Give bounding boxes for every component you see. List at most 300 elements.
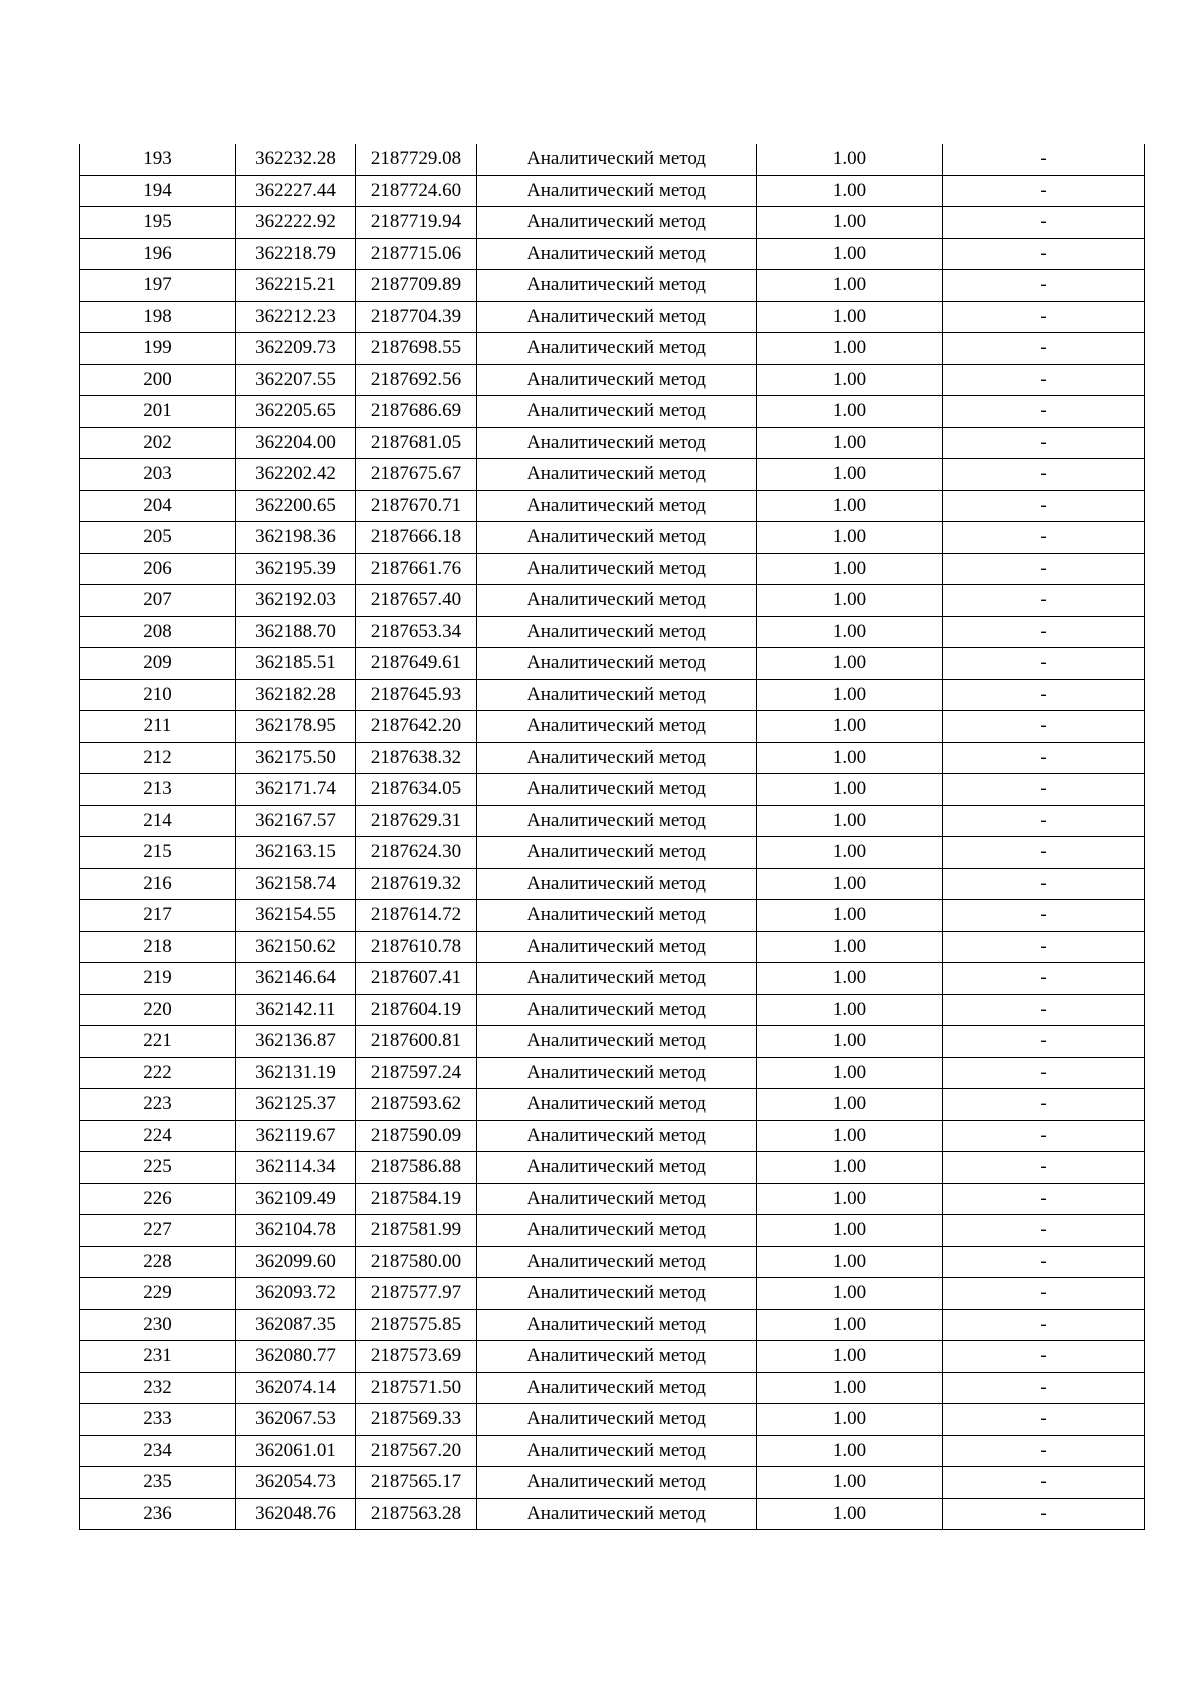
- x-coordinate-cell: 362136.87: [236, 1026, 356, 1058]
- y-coordinate-cell: 2187586.88: [356, 1152, 477, 1184]
- note-cell: -: [943, 522, 1145, 554]
- table-row: [80, 616, 1145, 648]
- precision-cell: 1.00: [757, 270, 943, 302]
- point-number-cell: 231: [80, 1341, 236, 1373]
- method-cell: Аналитический метод: [477, 301, 757, 333]
- y-coordinate-cell: 2187645.93: [356, 679, 477, 711]
- table-row: [80, 1152, 1145, 1184]
- x-coordinate-cell: 362200.65: [236, 490, 356, 522]
- point-number-cell: 203: [80, 459, 236, 491]
- point-number-cell: 235: [80, 1467, 236, 1499]
- precision-cell: 1.00: [757, 774, 943, 806]
- precision-cell: 1.00: [757, 364, 943, 396]
- point-number-cell: 194: [80, 175, 236, 207]
- precision-cell: 1.00: [757, 805, 943, 837]
- point-number-cell: 195: [80, 207, 236, 239]
- point-number-cell: 234: [80, 1435, 236, 1467]
- table-row: [80, 1057, 1145, 1089]
- method-cell: Аналитический метод: [477, 994, 757, 1026]
- y-coordinate-cell: 2187649.61: [356, 648, 477, 680]
- precision-cell: 1.00: [757, 207, 943, 239]
- x-coordinate-cell: 362087.35: [236, 1309, 356, 1341]
- y-coordinate-cell: 2187610.78: [356, 931, 477, 963]
- precision-cell: 1.00: [757, 1341, 943, 1373]
- table-row: [80, 774, 1145, 806]
- precision-cell: 1.00: [757, 427, 943, 459]
- note-cell: -: [943, 459, 1145, 491]
- table-row: [80, 1498, 1145, 1530]
- x-coordinate-cell: 362074.14: [236, 1372, 356, 1404]
- method-cell: Аналитический метод: [477, 1435, 757, 1467]
- y-coordinate-cell: 2187704.39: [356, 301, 477, 333]
- x-coordinate-cell: 362175.50: [236, 742, 356, 774]
- note-cell: -: [943, 931, 1145, 963]
- note-cell: -: [943, 1467, 1145, 1499]
- note-cell: -: [943, 1498, 1145, 1530]
- table-row: [80, 207, 1145, 239]
- table-row: [80, 238, 1145, 270]
- x-coordinate-cell: 362114.34: [236, 1152, 356, 1184]
- method-cell: Аналитический метод: [477, 1404, 757, 1436]
- point-number-cell: 226: [80, 1183, 236, 1215]
- precision-cell: 1.00: [757, 333, 943, 365]
- point-number-cell: 193: [80, 144, 236, 175]
- note-cell: -: [943, 1372, 1145, 1404]
- method-cell: Аналитический метод: [477, 963, 757, 995]
- precision-cell: 1.00: [757, 1246, 943, 1278]
- point-number-cell: 224: [80, 1120, 236, 1152]
- y-coordinate-cell: 2187657.40: [356, 585, 477, 617]
- x-coordinate-cell: 362099.60: [236, 1246, 356, 1278]
- point-number-cell: 210: [80, 679, 236, 711]
- y-coordinate-cell: 2187577.97: [356, 1278, 477, 1310]
- point-number-cell: 212: [80, 742, 236, 774]
- note-cell: -: [943, 427, 1145, 459]
- precision-cell: 1.00: [757, 900, 943, 932]
- precision-cell: 1.00: [757, 144, 943, 175]
- point-number-cell: 236: [80, 1498, 236, 1530]
- y-coordinate-cell: 2187692.56: [356, 364, 477, 396]
- method-cell: Аналитический метод: [477, 774, 757, 806]
- point-number-cell: 208: [80, 616, 236, 648]
- method-cell: Аналитический метод: [477, 553, 757, 585]
- precision-cell: 1.00: [757, 522, 943, 554]
- x-coordinate-cell: 362182.28: [236, 679, 356, 711]
- method-cell: Аналитический метод: [477, 1215, 757, 1247]
- method-cell: Аналитический метод: [477, 459, 757, 491]
- precision-cell: 1.00: [757, 553, 943, 585]
- point-number-cell: 217: [80, 900, 236, 932]
- method-cell: Аналитический метод: [477, 1278, 757, 1310]
- point-number-cell: 216: [80, 868, 236, 900]
- point-number-cell: 207: [80, 585, 236, 617]
- precision-cell: 1.00: [757, 1152, 943, 1184]
- method-cell: Аналитический метод: [477, 144, 757, 175]
- note-cell: -: [943, 1246, 1145, 1278]
- table-row: [80, 994, 1145, 1026]
- x-coordinate-cell: 362067.53: [236, 1404, 356, 1436]
- point-number-cell: 199: [80, 333, 236, 365]
- point-number-cell: 228: [80, 1246, 236, 1278]
- precision-cell: 1.00: [757, 742, 943, 774]
- method-cell: Аналитический метод: [477, 711, 757, 743]
- note-cell: -: [943, 1183, 1145, 1215]
- y-coordinate-cell: 2187584.19: [356, 1183, 477, 1215]
- method-cell: Аналитический метод: [477, 333, 757, 365]
- y-coordinate-cell: 2187661.76: [356, 553, 477, 585]
- table-row: [80, 1309, 1145, 1341]
- y-coordinate-cell: 2187681.05: [356, 427, 477, 459]
- table-row: [80, 868, 1145, 900]
- table-row: [80, 805, 1145, 837]
- precision-cell: 1.00: [757, 459, 943, 491]
- method-cell: Аналитический метод: [477, 238, 757, 270]
- point-number-cell: 196: [80, 238, 236, 270]
- method-cell: Аналитический метод: [477, 837, 757, 869]
- y-coordinate-cell: 2187581.99: [356, 1215, 477, 1247]
- x-coordinate-cell: 362178.95: [236, 711, 356, 743]
- y-coordinate-cell: 2187619.32: [356, 868, 477, 900]
- precision-cell: 1.00: [757, 1278, 943, 1310]
- note-cell: -: [943, 648, 1145, 680]
- method-cell: Аналитический метод: [477, 427, 757, 459]
- table-row: [80, 963, 1145, 995]
- precision-cell: 1.00: [757, 616, 943, 648]
- y-coordinate-cell: 2187629.31: [356, 805, 477, 837]
- point-number-cell: 225: [80, 1152, 236, 1184]
- point-number-cell: 197: [80, 270, 236, 302]
- note-cell: -: [943, 900, 1145, 932]
- table-row: [80, 1215, 1145, 1247]
- point-number-cell: 230: [80, 1309, 236, 1341]
- point-number-cell: 221: [80, 1026, 236, 1058]
- method-cell: Аналитический метод: [477, 931, 757, 963]
- note-cell: -: [943, 1278, 1145, 1310]
- method-cell: Аналитический метод: [477, 207, 757, 239]
- method-cell: Аналитический метод: [477, 270, 757, 302]
- precision-cell: 1.00: [757, 490, 943, 522]
- precision-cell: 1.00: [757, 1026, 943, 1058]
- point-number-cell: 202: [80, 427, 236, 459]
- point-number-cell: 198: [80, 301, 236, 333]
- table-row: [80, 144, 1145, 175]
- precision-cell: 1.00: [757, 868, 943, 900]
- x-coordinate-cell: 362209.73: [236, 333, 356, 365]
- method-cell: Аналитический метод: [477, 648, 757, 680]
- x-coordinate-cell: 362202.42: [236, 459, 356, 491]
- precision-cell: 1.00: [757, 837, 943, 869]
- note-cell: -: [943, 1152, 1145, 1184]
- y-coordinate-cell: 2187614.72: [356, 900, 477, 932]
- point-number-cell: 214: [80, 805, 236, 837]
- method-cell: Аналитический метод: [477, 868, 757, 900]
- x-coordinate-cell: 362192.03: [236, 585, 356, 617]
- table-row: [80, 742, 1145, 774]
- x-coordinate-cell: 362158.74: [236, 868, 356, 900]
- note-cell: -: [943, 238, 1145, 270]
- table-row: [80, 585, 1145, 617]
- precision-cell: 1.00: [757, 711, 943, 743]
- method-cell: Аналитический метод: [477, 1309, 757, 1341]
- method-cell: Аналитический метод: [477, 742, 757, 774]
- precision-cell: 1.00: [757, 1089, 943, 1121]
- precision-cell: 1.00: [757, 963, 943, 995]
- table-row: [80, 364, 1145, 396]
- table-row: [80, 427, 1145, 459]
- table-row: [80, 837, 1145, 869]
- note-cell: -: [943, 553, 1145, 585]
- x-coordinate-cell: 362205.65: [236, 396, 356, 428]
- table-row: [80, 711, 1145, 743]
- y-coordinate-cell: 2187719.94: [356, 207, 477, 239]
- table-row: [80, 1183, 1145, 1215]
- method-cell: Аналитический метод: [477, 1372, 757, 1404]
- precision-cell: 1.00: [757, 1057, 943, 1089]
- note-cell: -: [943, 1404, 1145, 1436]
- y-coordinate-cell: 2187593.62: [356, 1089, 477, 1121]
- method-cell: Аналитический метод: [477, 585, 757, 617]
- note-cell: -: [943, 333, 1145, 365]
- x-coordinate-cell: 362054.73: [236, 1467, 356, 1499]
- precision-cell: 1.00: [757, 994, 943, 1026]
- y-coordinate-cell: 2187607.41: [356, 963, 477, 995]
- note-cell: -: [943, 585, 1145, 617]
- coordinates-table: [79, 144, 1145, 1530]
- precision-cell: 1.00: [757, 301, 943, 333]
- point-number-cell: 229: [80, 1278, 236, 1310]
- x-coordinate-cell: 362227.44: [236, 175, 356, 207]
- x-coordinate-cell: 362195.39: [236, 553, 356, 585]
- y-coordinate-cell: 2187597.24: [356, 1057, 477, 1089]
- table-row: [80, 648, 1145, 680]
- point-number-cell: 232: [80, 1372, 236, 1404]
- table-row: [80, 931, 1145, 963]
- y-coordinate-cell: 2187569.33: [356, 1404, 477, 1436]
- note-cell: -: [943, 616, 1145, 648]
- note-cell: -: [943, 711, 1145, 743]
- table-row: [80, 1278, 1145, 1310]
- point-number-cell: 219: [80, 963, 236, 995]
- note-cell: -: [943, 175, 1145, 207]
- method-cell: Аналитический метод: [477, 1120, 757, 1152]
- note-cell: -: [943, 270, 1145, 302]
- point-number-cell: 200: [80, 364, 236, 396]
- method-cell: Аналитический метод: [477, 175, 757, 207]
- table-row: [80, 900, 1145, 932]
- precision-cell: 1.00: [757, 1467, 943, 1499]
- x-coordinate-cell: 362109.49: [236, 1183, 356, 1215]
- x-coordinate-cell: 362204.00: [236, 427, 356, 459]
- y-coordinate-cell: 2187604.19: [356, 994, 477, 1026]
- y-coordinate-cell: 2187624.30: [356, 837, 477, 869]
- note-cell: -: [943, 301, 1145, 333]
- note-cell: -: [943, 144, 1145, 175]
- point-number-cell: 201: [80, 396, 236, 428]
- method-cell: Аналитический метод: [477, 616, 757, 648]
- x-coordinate-cell: 362048.76: [236, 1498, 356, 1530]
- note-cell: -: [943, 1120, 1145, 1152]
- note-cell: -: [943, 774, 1145, 806]
- method-cell: Аналитический метод: [477, 490, 757, 522]
- precision-cell: 1.00: [757, 1215, 943, 1247]
- y-coordinate-cell: 2187729.08: [356, 144, 477, 175]
- point-number-cell: 222: [80, 1057, 236, 1089]
- y-coordinate-cell: 2187653.34: [356, 616, 477, 648]
- x-coordinate-cell: 362167.57: [236, 805, 356, 837]
- x-coordinate-cell: 362163.15: [236, 837, 356, 869]
- precision-cell: 1.00: [757, 931, 943, 963]
- point-number-cell: 211: [80, 711, 236, 743]
- method-cell: Аналитический метод: [477, 1026, 757, 1058]
- note-cell: -: [943, 1435, 1145, 1467]
- table-row: [80, 175, 1145, 207]
- x-coordinate-cell: 362146.64: [236, 963, 356, 995]
- point-number-cell: 204: [80, 490, 236, 522]
- table-row: [80, 522, 1145, 554]
- x-coordinate-cell: 362154.55: [236, 900, 356, 932]
- y-coordinate-cell: 2187724.60: [356, 175, 477, 207]
- method-cell: Аналитический метод: [477, 1467, 757, 1499]
- y-coordinate-cell: 2187563.28: [356, 1498, 477, 1530]
- method-cell: Аналитический метод: [477, 805, 757, 837]
- table-row: [80, 553, 1145, 585]
- method-cell: Аналитический метод: [477, 900, 757, 932]
- note-cell: -: [943, 207, 1145, 239]
- method-cell: Аналитический метод: [477, 1057, 757, 1089]
- table-row: [80, 396, 1145, 428]
- precision-cell: 1.00: [757, 175, 943, 207]
- precision-cell: 1.00: [757, 238, 943, 270]
- note-cell: -: [943, 1341, 1145, 1373]
- x-coordinate-cell: 362150.62: [236, 931, 356, 963]
- y-coordinate-cell: 2187573.69: [356, 1341, 477, 1373]
- y-coordinate-cell: 2187590.09: [356, 1120, 477, 1152]
- table-row: [80, 1372, 1145, 1404]
- point-number-cell: 220: [80, 994, 236, 1026]
- note-cell: -: [943, 396, 1145, 428]
- note-cell: -: [943, 1026, 1145, 1058]
- y-coordinate-cell: 2187600.81: [356, 1026, 477, 1058]
- x-coordinate-cell: 362080.77: [236, 1341, 356, 1373]
- note-cell: -: [943, 1215, 1145, 1247]
- x-coordinate-cell: 362104.78: [236, 1215, 356, 1247]
- y-coordinate-cell: 2187670.71: [356, 490, 477, 522]
- precision-cell: 1.00: [757, 1120, 943, 1152]
- x-coordinate-cell: 362142.11: [236, 994, 356, 1026]
- y-coordinate-cell: 2187634.05: [356, 774, 477, 806]
- point-number-cell: 223: [80, 1089, 236, 1121]
- precision-cell: 1.00: [757, 1372, 943, 1404]
- method-cell: Аналитический метод: [477, 1341, 757, 1373]
- table-row: [80, 490, 1145, 522]
- y-coordinate-cell: 2187666.18: [356, 522, 477, 554]
- x-coordinate-cell: 362093.72: [236, 1278, 356, 1310]
- y-coordinate-cell: 2187567.20: [356, 1435, 477, 1467]
- precision-cell: 1.00: [757, 585, 943, 617]
- method-cell: Аналитический метод: [477, 1246, 757, 1278]
- x-coordinate-cell: 362125.37: [236, 1089, 356, 1121]
- precision-cell: 1.00: [757, 1183, 943, 1215]
- x-coordinate-cell: 362131.19: [236, 1057, 356, 1089]
- table-row: [80, 1089, 1145, 1121]
- table-row: [80, 1435, 1145, 1467]
- method-cell: Аналитический метод: [477, 679, 757, 711]
- y-coordinate-cell: 2187638.32: [356, 742, 477, 774]
- method-cell: Аналитический метод: [477, 364, 757, 396]
- y-coordinate-cell: 2187565.17: [356, 1467, 477, 1499]
- method-cell: Аналитический метод: [477, 1498, 757, 1530]
- x-coordinate-cell: 362212.23: [236, 301, 356, 333]
- table-row: [80, 1404, 1145, 1436]
- y-coordinate-cell: 2187715.06: [356, 238, 477, 270]
- y-coordinate-cell: 2187686.69: [356, 396, 477, 428]
- method-cell: Аналитический метод: [477, 1089, 757, 1121]
- y-coordinate-cell: 2187642.20: [356, 711, 477, 743]
- y-coordinate-cell: 2187571.50: [356, 1372, 477, 1404]
- x-coordinate-cell: 362119.67: [236, 1120, 356, 1152]
- table-row: [80, 1120, 1145, 1152]
- y-coordinate-cell: 2187698.55: [356, 333, 477, 365]
- note-cell: -: [943, 364, 1145, 396]
- x-coordinate-cell: 362188.70: [236, 616, 356, 648]
- method-cell: Аналитический метод: [477, 1183, 757, 1215]
- coordinates-table-body: [80, 144, 1145, 1530]
- note-cell: -: [943, 805, 1145, 837]
- table-row: [80, 1246, 1145, 1278]
- y-coordinate-cell: 2187709.89: [356, 270, 477, 302]
- note-cell: -: [943, 1057, 1145, 1089]
- x-coordinate-cell: 362185.51: [236, 648, 356, 680]
- y-coordinate-cell: 2187580.00: [356, 1246, 477, 1278]
- precision-cell: 1.00: [757, 396, 943, 428]
- precision-cell: 1.00: [757, 1404, 943, 1436]
- precision-cell: 1.00: [757, 1498, 943, 1530]
- point-number-cell: 206: [80, 553, 236, 585]
- point-number-cell: 209: [80, 648, 236, 680]
- note-cell: -: [943, 742, 1145, 774]
- table-row: [80, 1341, 1145, 1373]
- table-row: [80, 1026, 1145, 1058]
- note-cell: -: [943, 1089, 1145, 1121]
- precision-cell: 1.00: [757, 1309, 943, 1341]
- table-row: [80, 459, 1145, 491]
- x-coordinate-cell: 362207.55: [236, 364, 356, 396]
- point-number-cell: 227: [80, 1215, 236, 1247]
- point-number-cell: 205: [80, 522, 236, 554]
- x-coordinate-cell: 362061.01: [236, 1435, 356, 1467]
- y-coordinate-cell: 2187575.85: [356, 1309, 477, 1341]
- note-cell: -: [943, 490, 1145, 522]
- note-cell: -: [943, 1309, 1145, 1341]
- note-cell: -: [943, 963, 1145, 995]
- x-coordinate-cell: 362218.79: [236, 238, 356, 270]
- x-coordinate-cell: 362198.36: [236, 522, 356, 554]
- table-row: [80, 679, 1145, 711]
- x-coordinate-cell: 362222.92: [236, 207, 356, 239]
- y-coordinate-cell: 2187675.67: [356, 459, 477, 491]
- precision-cell: 1.00: [757, 679, 943, 711]
- note-cell: -: [943, 679, 1145, 711]
- point-number-cell: 213: [80, 774, 236, 806]
- x-coordinate-cell: 362171.74: [236, 774, 356, 806]
- point-number-cell: 215: [80, 837, 236, 869]
- table-row: [80, 301, 1145, 333]
- table-row: [80, 1467, 1145, 1499]
- note-cell: -: [943, 837, 1145, 869]
- point-number-cell: 218: [80, 931, 236, 963]
- note-cell: -: [943, 994, 1145, 1026]
- note-cell: -: [943, 868, 1145, 900]
